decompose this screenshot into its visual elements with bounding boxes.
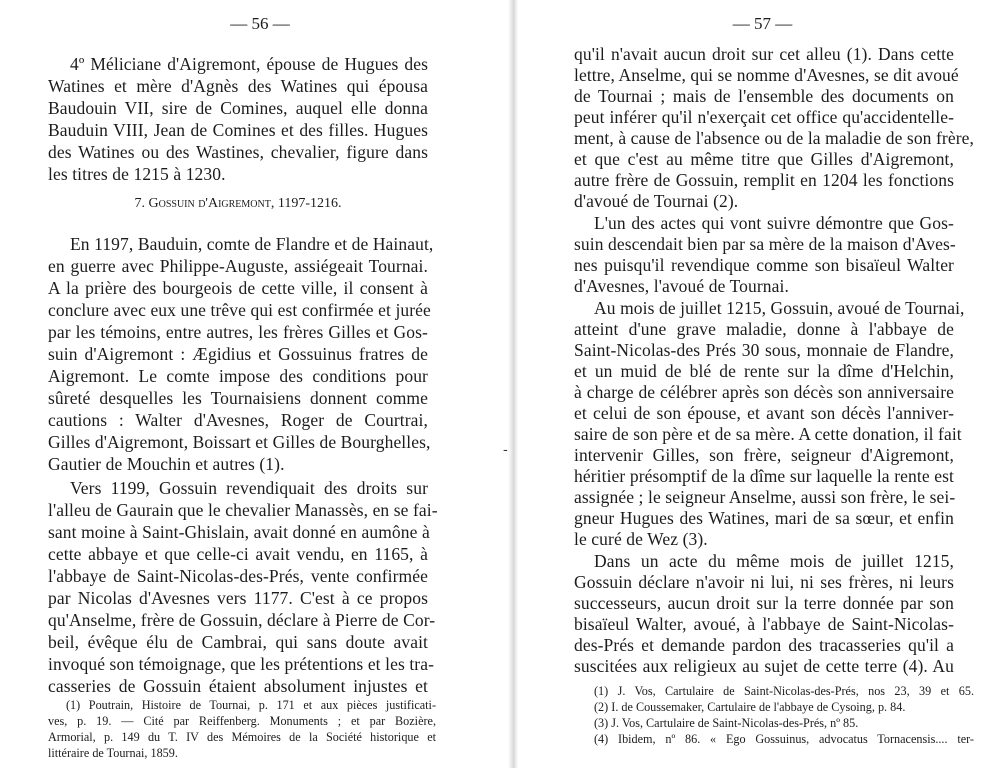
text-line: Saint-Nicolas-des Prés 30 sous, monnaie de Flandre, [574, 340, 954, 360]
text-line: Gilles d'Aigremont, Boissart et Gilles de Bourghelles, [48, 432, 431, 452]
right-page [518, 0, 995, 768]
text-line: des Watines ou des Wastines, chevalier, figure dans [48, 142, 428, 162]
text-line: casseries de Gossuin étaient absolument injustes et [48, 676, 428, 696]
text-line: conclure avec eux une trêve qui est confirmée et jurée [48, 300, 431, 320]
text-line: bisaïeul Walter, avoué, à l'abbaye de Saint-Nicolas- [574, 614, 954, 634]
book-gutter [508, 0, 518, 768]
footnote: (1) Poutrain, Histoire de Tournai, p. 171 et aux pièces justificati- [66, 698, 436, 712]
text-line: peut inférer qu'il n'exerçait cet office qu'accidentelle- [574, 107, 954, 127]
text-line: cautions : Walter d'Avesnes, Roger de Courtrai, [48, 410, 428, 430]
text-line: Baudouin VII, sire de Comines, auquel elle donna [48, 98, 428, 118]
section-title: Gossuin d'Aigremont, [148, 196, 275, 211]
text-line: nes puisqu'il revendique comme son bisaïeul Walter [574, 255, 954, 275]
text-line: suin d'Aigremont : Ægidius et Gossuinus fratres de [48, 344, 428, 364]
text-line: Gautier de Mouchin et autres (1). [48, 454, 285, 474]
text-line: beil, évêque élu de Cambrai, qui sans doute avait [48, 632, 428, 652]
text-line: 4º Méliciane d'Aigremont, épouse de Hugues des [70, 54, 428, 74]
text-line: En 1197, Bauduin, comte de Flandre et de Hainaut, [70, 234, 434, 254]
text-line: Au mois de juillet 1215, Gossuin, avoué de Tournai, [594, 298, 965, 318]
footnote: littéraire de Tournai, 1859. [48, 746, 178, 760]
footnote: (2) I. de Coussemaker, Cartulaire de l'abbaye de Cysoing, p. 84. [594, 700, 906, 714]
text-line: assignée ; le seigneur Anselme, aussi son frère, le sei- [574, 487, 956, 507]
text-line: le curé de Wez (3). [574, 529, 708, 549]
text-line: successeurs, aucun droit sur la terre donnée par son [574, 593, 954, 613]
text-line: gneur Hugues des Watines, mari de sa sœur, et enfin [574, 508, 954, 528]
gutter-mark: - [503, 442, 508, 458]
section-number: 7. [134, 196, 145, 211]
footnote: (4) Ibidem, nº 86. « Ego Gossuinus, advocatus Tornacensis.... ter- [594, 732, 974, 746]
text-line: suscitées aux religieux au sujet de cette terre (4). Au [574, 656, 954, 676]
text-line: les titres de 1215 à 1230. [48, 164, 226, 184]
text-line: Aigremont. Le comte impose des conditions pour [48, 366, 428, 386]
text-line: des-Prés et demande pardon des tracasseries qu'il a [574, 635, 954, 655]
page-number: — 57 — [732, 14, 793, 33]
text-line: suin descendait bien par sa mère de la maison d'Aves- [574, 234, 956, 254]
text-line: par les témoins, entre autres, les frères Gilles et Gos- [48, 322, 428, 342]
text-line: invoqué son témoignage, que les prétentions et les tra- [48, 654, 435, 674]
text-line: Bauduin VIII, Jean de Comines et des filles. Hugues [48, 120, 428, 140]
text-line: sûreté desquelles les Tournaisiens donnent comme [48, 388, 428, 408]
text-line: intervenir Gilles, son frère, seigneur d'Aigremont, [574, 445, 954, 465]
text-line: ment, à cause de l'absence ou de la maladie de son frère, [574, 128, 974, 148]
text-line: sant moine à Saint-Ghislain, avait donné en aumône à [48, 522, 430, 542]
text-line: et un muid de blé de rente sur la dîme d'Helchin, [574, 361, 954, 381]
text-line: L'un des actes qui vont suivre démontre que Gos- [594, 213, 954, 233]
footnote: (1) J. Vos, Cartulaire de Saint-Nicolas-des-Prés, nos 23, 39 et 65. [594, 684, 974, 698]
text-line: l'abbaye de Saint-Nicolas-des-Prés, vente confirmée [48, 566, 428, 586]
text-line: lettre, Anselme, qui se nomme d'Avesnes, se dit avoué [574, 65, 959, 85]
footnote: ves, p. 19. — Cité par Reiffenberg. Monuments ; et par Bozière, [48, 714, 436, 728]
text-line: Gossuin déclare n'avoir ni lui, ni ses frères, ni leurs [574, 572, 954, 592]
text-line: qu'Anselme, frère de Gossuin, déclare à Pierre de Cor- [48, 610, 436, 630]
text-line: l'alleu de Gaurain que le chevalier Manassès, en se fai- [48, 500, 438, 520]
text-line: en guerre avec Philippe-Auguste, assiégeait Tournai. [48, 256, 428, 276]
text-line: atteint d'une grave maladie, donne à l'abbaye de [574, 319, 954, 339]
footnote: Armorial, p. 149 du T. IV des Mémoires de la Société historique et [48, 730, 436, 744]
text-line: héritier présomptif de la dîme sur laquelle la rente est [574, 466, 954, 486]
text-line: d'avoué de Tournai (2). [574, 191, 739, 211]
text-line: et celui de son épouse, et avant son décès l'anniver- [574, 403, 954, 423]
text-line: à charge de célébrer après son décès son anniversaire [574, 382, 954, 402]
text-line: Dans un acte du même mois de juillet 1215, [594, 551, 954, 571]
text-line: A la prière des bourgeois de cette ville, il consent à [48, 278, 428, 298]
text-line: par Nicolas d'Avesnes vers 1177. C'est à ce propos [48, 588, 428, 608]
text-line: saire de son père et de sa mère. A cette donation, il fait [574, 424, 962, 444]
page-number: — 56 — [230, 14, 290, 33]
text-line: Vers 1199, Gossuin revendiquait des droits sur [70, 478, 428, 498]
text-line: d'Avesnes, l'avoué de Tournai. [574, 276, 789, 296]
text-line: cette abbaye et que celle-ci avait vendu, en 1165, à [48, 544, 428, 564]
text-line: autre frère de Gossuin, remplit en 1204 les fonctions [574, 170, 954, 190]
footnote: (3) J. Vos, Cartulaire de Saint-Nicolas-des-Prés, nº 85. [594, 716, 859, 730]
section-dates: 1197-1216. [277, 196, 342, 211]
text-line: de Tournai ; mais de l'ensemble des documents on [574, 86, 954, 106]
text-line: et que c'est au même titre que Gilles d'Aigremont, [574, 149, 954, 169]
section-heading [48, 196, 428, 212]
text-line: Watines et mère d'Agnès des Watines qui épousa [48, 76, 428, 96]
text-line: qu'il n'avait aucun droit sur cet alleu (1). Dans cette [574, 44, 954, 64]
